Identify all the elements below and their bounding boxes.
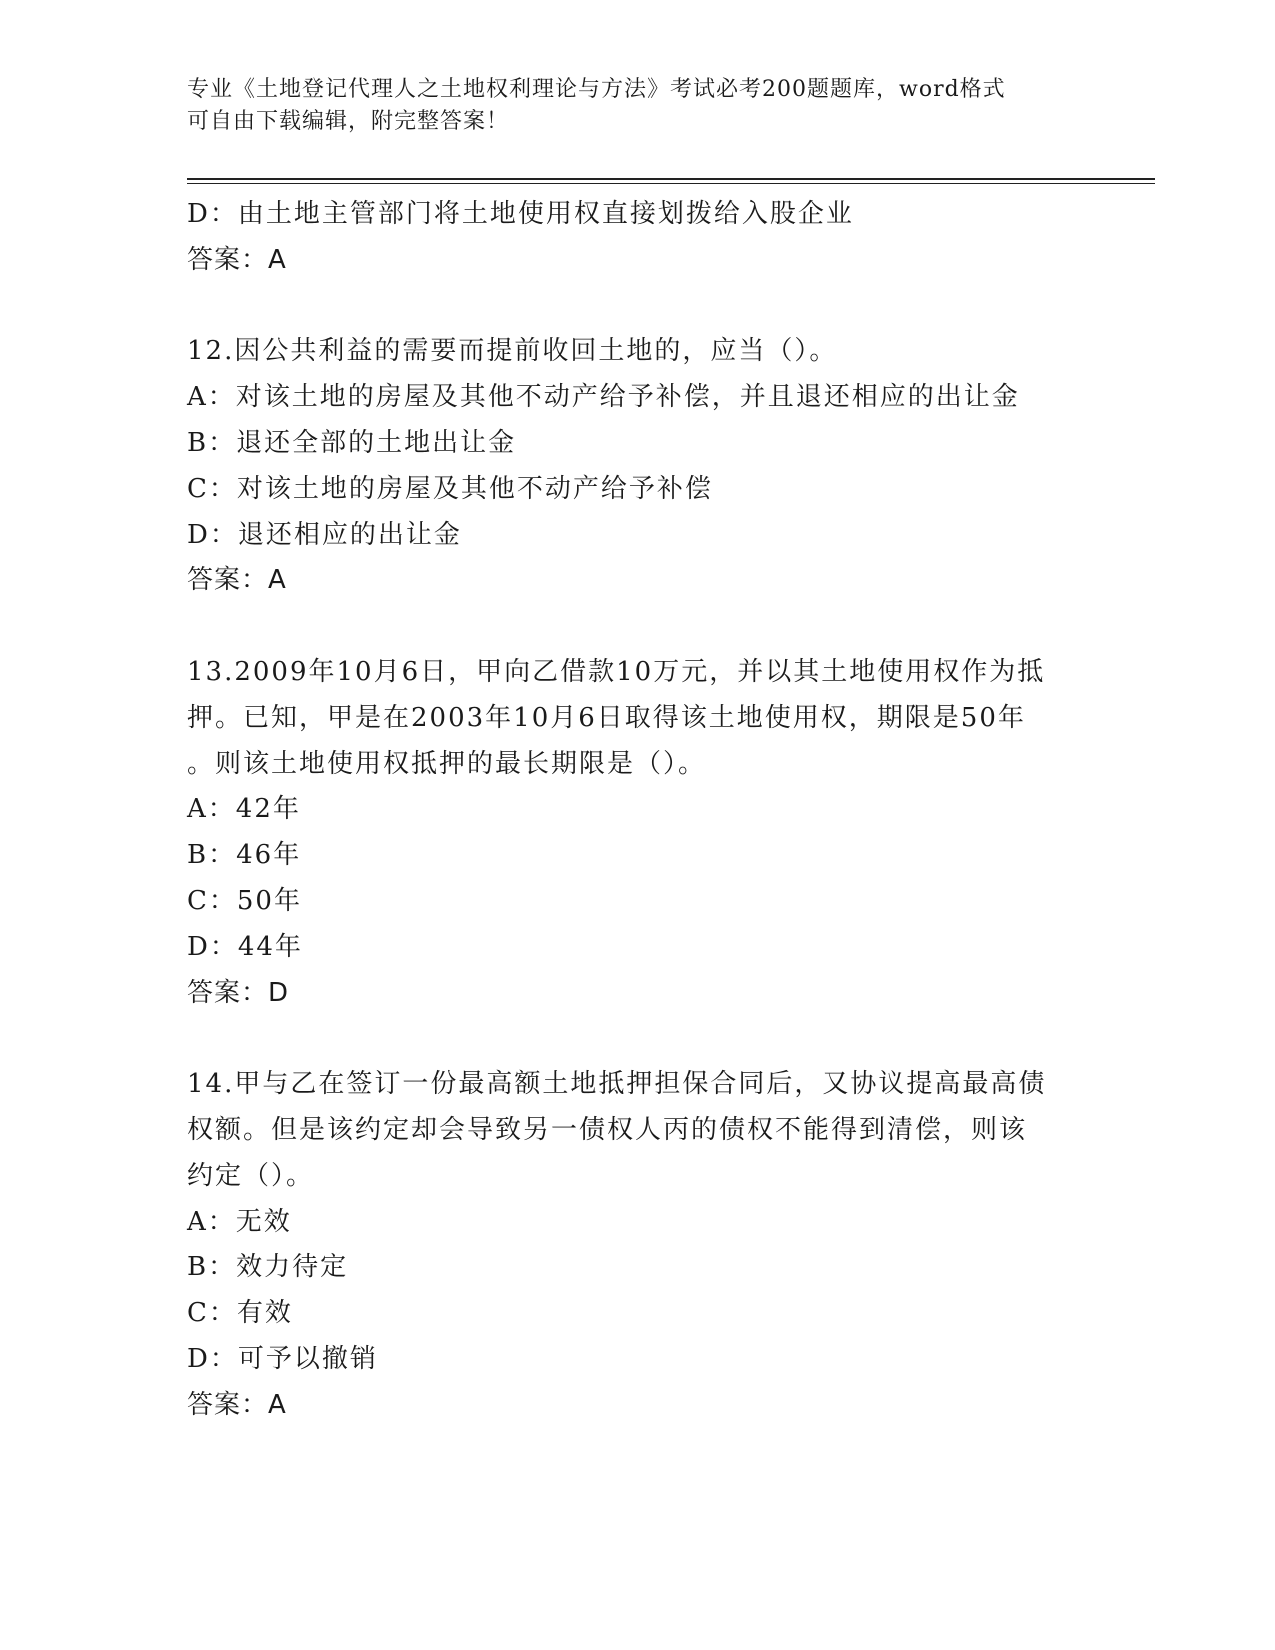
option-b: B：46年 [187, 840, 302, 871]
header-line-1: 专业《土地登记代理人之土地权利理论与方法》考试必考200题题库，word格式 [187, 77, 1006, 102]
answer-line: 答案：A [187, 1389, 287, 1420]
spacer [187, 284, 1087, 330]
option-a: A：对该土地的房屋及其他不动产给予补偿，并且退还相应的出让金 [187, 382, 1020, 413]
option-b: B：效力待定 [187, 1252, 349, 1283]
question-list [187, 192, 1087, 1429]
spacer [187, 604, 1087, 650]
question-stem-line-1: 13.2009年10月6日，甲向乙借款10万元，并以其土地使用权作为抵 [187, 656, 1046, 687]
question-13 [187, 650, 1087, 1016]
option-c: C：50年 [187, 885, 302, 916]
question-stem: 12.因公共利益的需要而提前收回土地的，应当（）。 [187, 336, 838, 367]
question-stem-line-2: 权额。但是该约定却会导致另一债权人丙的债权不能得到清偿，则该 [187, 1114, 1028, 1145]
header-divider-thin [187, 183, 1155, 184]
option-b: B：退还全部的土地出让金 [187, 427, 517, 458]
option-c: C：有效 [187, 1298, 293, 1329]
answer-line: 答案：A [187, 244, 287, 275]
option-d: D：44年 [187, 931, 303, 962]
spacer [187, 1016, 1087, 1062]
header-line-2: 可自由下载编辑，附完整答案！ [187, 109, 510, 134]
option-c: C：对该土地的房屋及其他不动产给予补偿 [187, 473, 713, 504]
question-11-tail [187, 192, 1087, 284]
option-d: D：可予以撤销 [187, 1343, 378, 1374]
question-12 [187, 329, 1087, 604]
option-a: A：无效 [187, 1206, 292, 1237]
answer-line: 答案：D [187, 977, 290, 1008]
question-14 [187, 1062, 1087, 1428]
question-stem-line-2: 押。已知，甲是在2003年10月6日取得该土地使用权，期限是50年 [187, 702, 1026, 733]
question-stem-line-3: 。则该土地使用权抵押的最长期限是（）。 [187, 748, 707, 779]
option-a: A：42年 [187, 794, 301, 825]
header-divider-thick [187, 178, 1155, 180]
question-stem-line-1: 14.甲与乙在签订一份最高额土地抵押担保合同后，又协议提高最高债 [187, 1069, 1047, 1100]
document-header [187, 74, 1087, 138]
option-d: D：退还相应的出让金 [187, 519, 462, 550]
option-d: D：由土地主管部门将土地使用权直接划拨给入股企业 [187, 199, 854, 229]
question-stem-line-3: 约定（）。 [187, 1160, 315, 1191]
answer-line: 答案：A [187, 565, 287, 596]
